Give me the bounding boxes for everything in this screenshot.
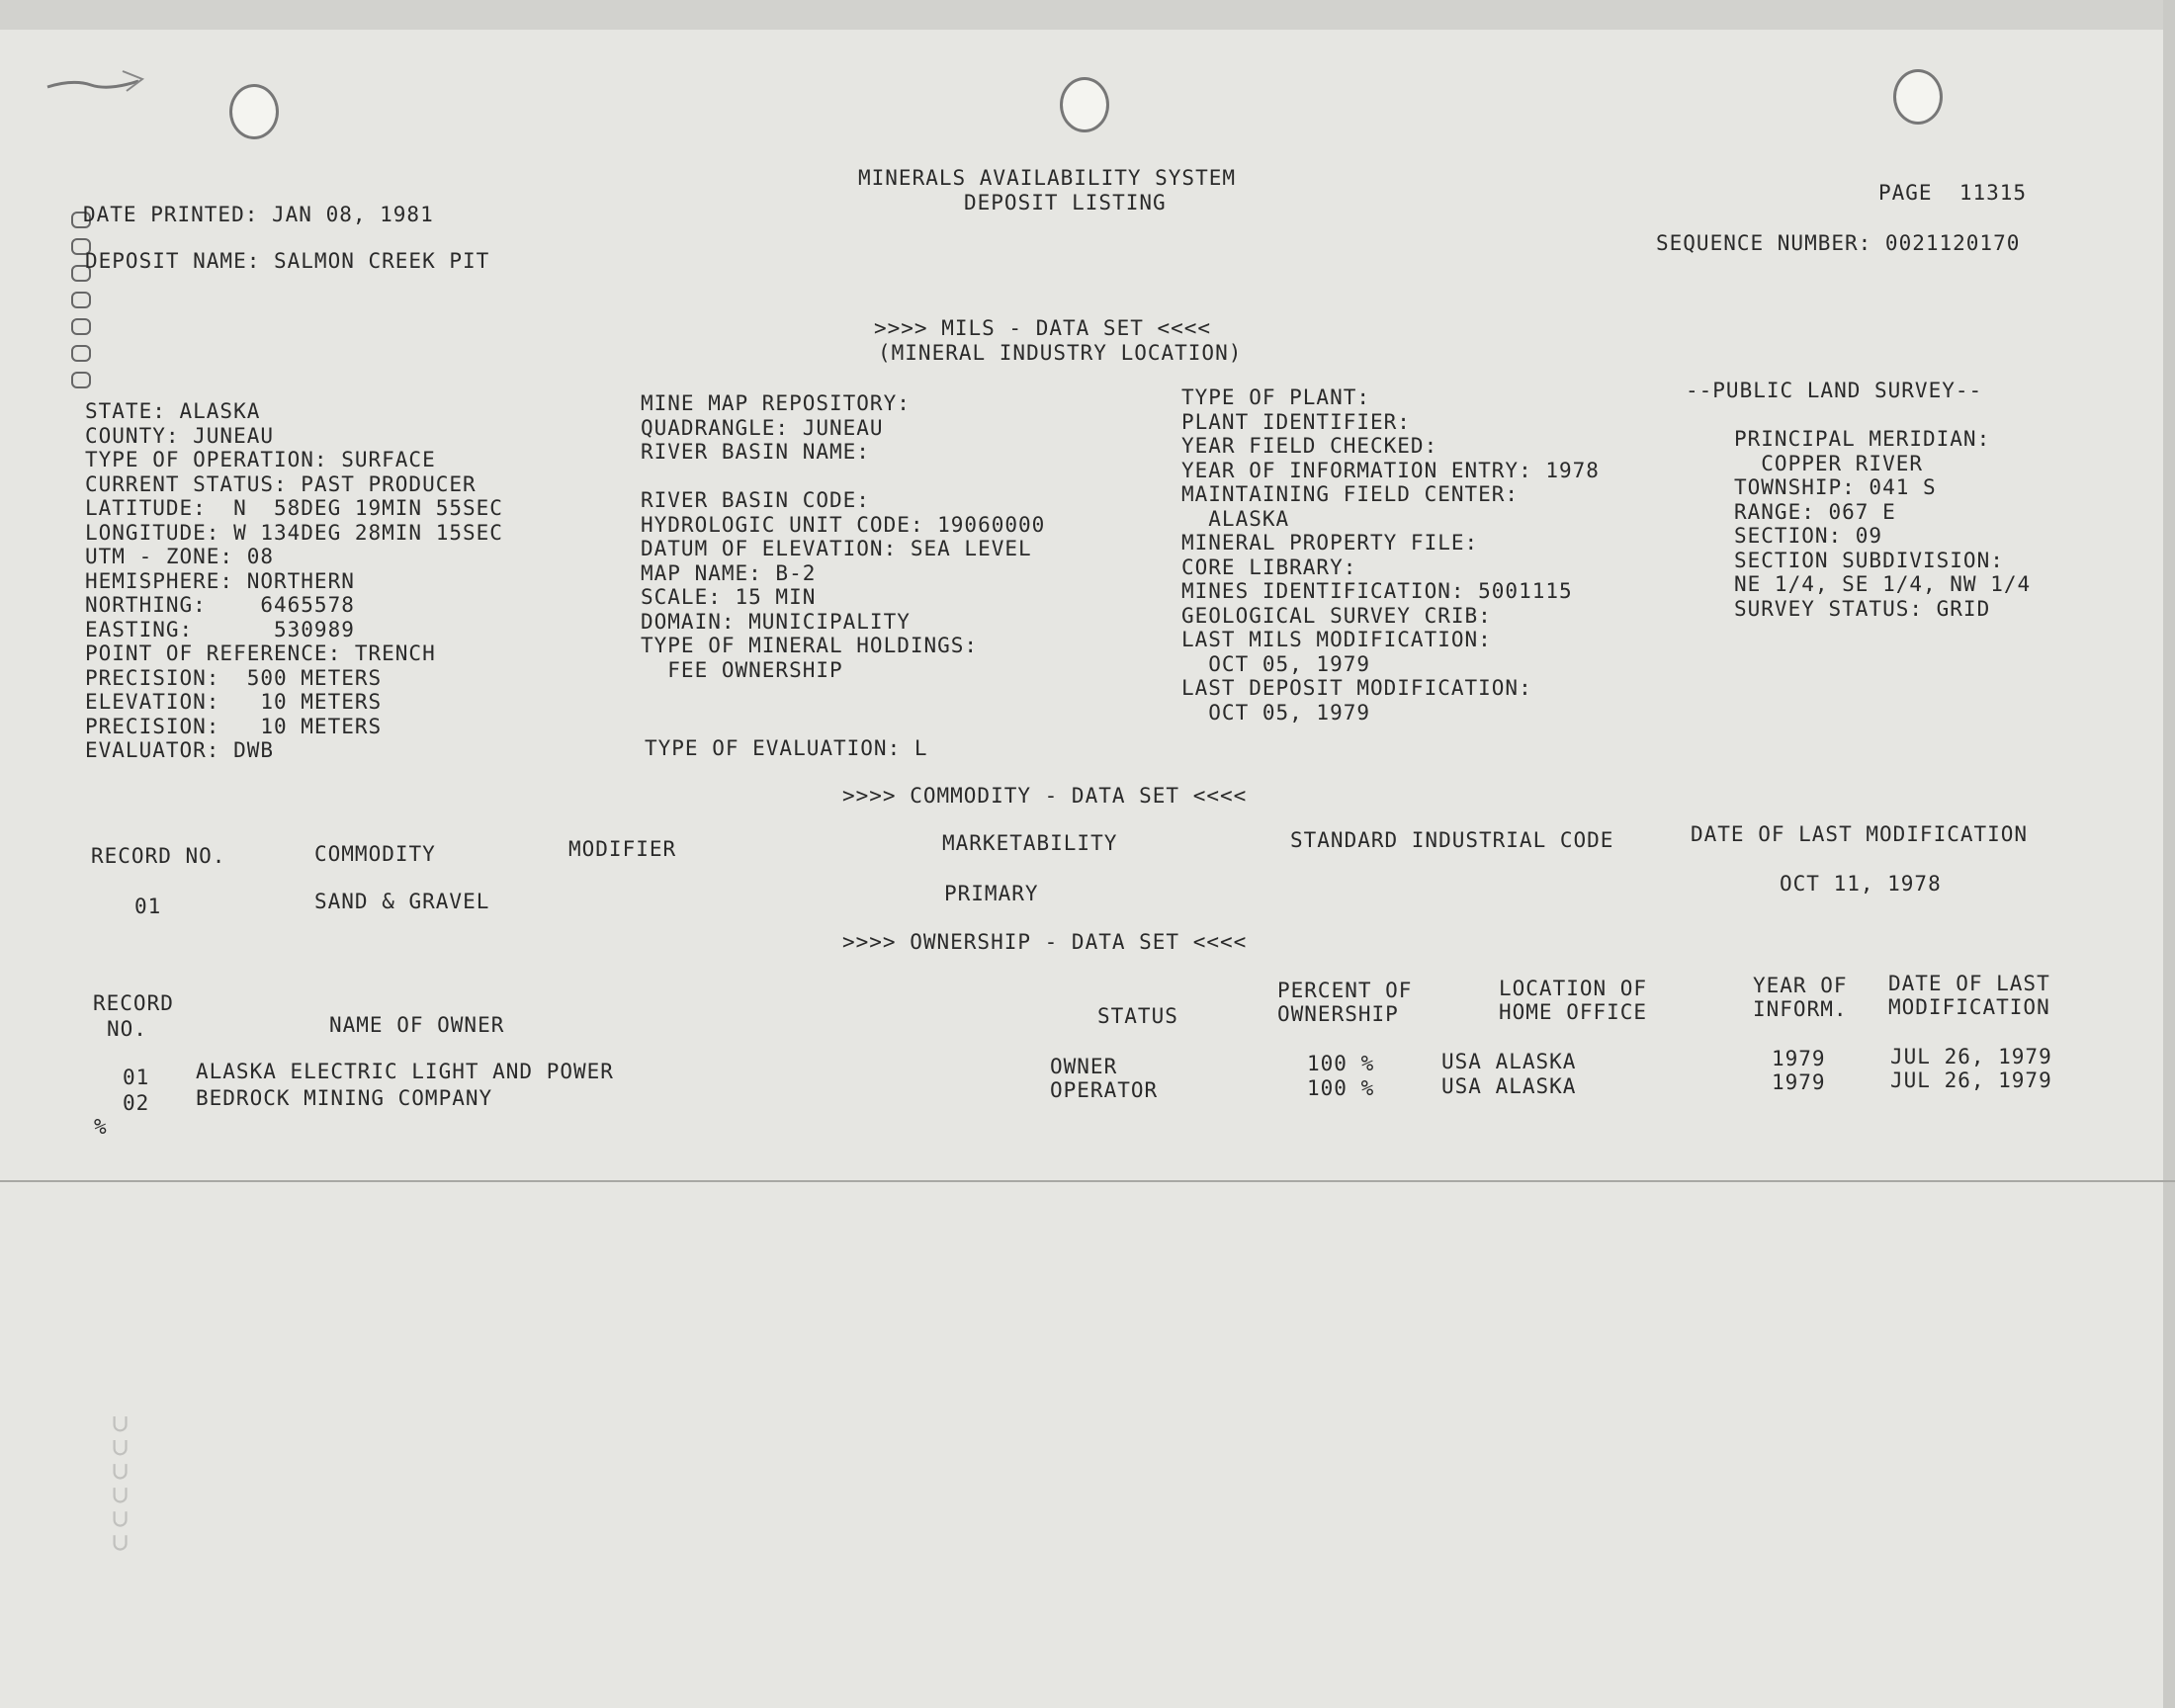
ownership-header-location-2: HOME OFFICE [1499,1000,1648,1024]
ownership-header-percent-1: PERCENT OF [1277,979,1413,1002]
hemisphere-field: HEMISPHERE: NORTHERN [85,568,355,593]
latitude-field: LATITUDE: N 58DEG 19MIN 55SEC [85,496,503,520]
owner-name: BEDROCK MINING COMPANY [196,1086,493,1110]
principal-meridian-value: COPPER RIVER [1734,451,1924,475]
pen-mark-icon [44,61,152,101]
current-status-field: CURRENT STATUS: PAST PRODUCER [85,471,477,496]
elevation-precision-field: PRECISION: 10 METERS [85,714,383,738]
map-column [641,391,1045,682]
type-of-evaluation-field: TYPE OF EVALUATION: L [645,736,928,760]
binder-hole-center [1060,77,1109,132]
owner-last-modification: JUL 26, 1979 [1890,1068,2052,1092]
owner-last-modification: JUL 26, 1979 [1890,1045,2052,1068]
ownership-header-record: RECORD [93,991,174,1015]
tractor-feed-holes [71,212,95,398]
end-of-record-mark: % [94,1115,108,1139]
commodity-header-sic: STANDARD INDUSTRIAL CODE [1290,828,1614,852]
precision-field: PRECISION: 500 METERS [85,665,383,690]
ownership-header-year-1: YEAR OF [1753,974,1848,997]
year-field-checked-field: YEAR FIELD CHECKED: [1181,434,1438,458]
operation-type-field: TYPE OF OPERATION: SURFACE [85,448,436,471]
owner-location: USA ALASKA [1441,1050,1577,1073]
commodity-section-title: >>>> COMMODITY - DATA SET <<<< [842,784,1248,808]
ownership-section-title: >>>> OWNERSHIP - DATA SET <<<< [842,930,1248,954]
mines-identification-field: MINES IDENTIFICATION: 5001115 [1181,579,1573,603]
commodity-header-marketability: MARKETABILITY [942,831,1118,855]
principal-meridian-field: PRINCIPAL MERIDIAN: [1734,427,1991,451]
commodity-last-modification: OCT 11, 1978 [1780,872,1942,896]
paper-right-edge [2163,0,2175,1708]
mineral-holdings-field: TYPE OF MINERAL HOLDINGS: [641,634,979,657]
mils-section-title: >>>> MILS - DATA SET <<<< [874,316,1212,340]
blank-line [641,465,1045,489]
northing-field: NORTHING: 6465578 [85,593,355,617]
field-center-value: ALASKA [1181,506,1290,531]
survey-status-field: SURVEY STATUS: GRID [1734,596,1991,621]
township-field: TOWNSHIP: 041 S [1734,475,1937,499]
page-fold-line [0,1180,2175,1182]
easting-field: EASTING: 530989 [85,617,355,641]
owner-location: USA ALASKA [1441,1074,1577,1098]
state-field: STATE: ALASKA [85,399,261,423]
commodity-header-last-modification: DATE OF LAST MODIFICATION [1691,822,2029,846]
section-subdivision-value: NE 1/4, SE 1/4, NW 1/4 [1734,572,2032,596]
river-basin-code-field: RIVER BASIN CODE: [641,488,870,512]
evaluator-field: EVALUATOR: DWB [85,738,275,762]
land-survey-column [1734,427,2031,621]
system-title: MINERALS AVAILABILITY SYSTEM [858,166,1237,190]
mils-section-subtitle: (MINERAL INDUSTRY LOCATION) [878,341,1243,365]
elevation-field: ELEVATION: 10 METERS [85,690,383,714]
last-deposit-modification-field: LAST DEPOSIT MODIFICATION: [1181,676,1532,700]
year-of-information-entry-field: YEAR OF INFORMATION ENTRY: 1978 [1181,458,1600,482]
plant-identifier-field: PLANT IDENTIFIER: [1181,409,1411,434]
owner-record-no: 02 [123,1091,150,1115]
county-field: COUNTY: JUNEAU [85,423,275,448]
point-of-reference-field: POINT OF REFERENCE: TRENCH [85,641,436,665]
mineral-property-file-field: MINERAL PROPERTY FILE: [1181,531,1479,555]
hydrologic-unit-code-field: HYDROLOGIC UNIT CODE: 19060000 [641,512,1046,537]
paper-top-edge [0,0,2175,30]
binder-hole-left [229,84,279,139]
owner-percent: 100 % [1307,1052,1375,1075]
owner-status: OWNER [1050,1055,1118,1078]
mineral-holdings-value: FEE OWNERSHIP [641,657,843,682]
ownership-header-percent-2: OWNERSHIP [1277,1002,1399,1026]
sequence-number: SEQUENCE NUMBER: 0021120170 [1656,231,2021,255]
last-mils-modification-value: OCT 05, 1979 [1181,651,1371,676]
ownership-header-date-2: MODIFICATION [1888,995,2050,1019]
commodity-marketability: PRIMARY [944,882,1039,905]
show-through-mark: ⊂⊂⊂⊂⊂⊂ [103,1409,137,1552]
page-number: PAGE 11315 [1878,181,2028,205]
last-mils-modification-field: LAST MILS MODIFICATION: [1181,628,1492,651]
longitude-field: LONGITUDE: W 134DEG 28MIN 15SEC [85,520,503,545]
listing-title: DEPOSIT LISTING [964,191,1167,214]
location-column [85,399,503,763]
mine-map-repository-field: MINE MAP REPOSITORY: [641,391,911,415]
commodity-header-record-no: RECORD NO. [91,844,226,868]
commodity-header-commodity: COMMODITY [314,842,436,866]
ownership-header-year-2: INFORM. [1753,997,1848,1021]
owner-record-no: 01 [123,1066,150,1089]
owner-status: OPERATOR [1050,1078,1159,1102]
last-deposit-modification-value: OCT 05, 1979 [1181,700,1371,725]
ownership-header-date-1: DATE OF LAST [1888,972,2050,995]
owner-year: 1979 [1772,1070,1826,1094]
commodity-name: SAND & GRAVEL [314,890,490,913]
domain-field: DOMAIN: MUNICIPALITY [641,609,911,634]
owner-percent: 100 % [1307,1076,1375,1100]
utm-zone-field: UTM - ZONE: 08 [85,545,275,568]
geological-survey-crib-field: GEOLOGICAL SURVEY CRIB: [1181,603,1492,628]
section-subdivision-field: SECTION SUBDIVISION: [1734,548,2004,572]
ownership-header-location-1: LOCATION OF [1499,977,1648,1000]
commodity-record-no: 01 [134,895,162,918]
owner-year: 1979 [1772,1047,1826,1070]
ownership-header-status: STATUS [1097,1004,1178,1028]
binder-hole-right [1893,69,1943,125]
ownership-header-no: NO. [107,1017,147,1041]
ownership-header-name: NAME OF OWNER [329,1013,505,1037]
map-name-field: MAP NAME: B-2 [641,560,817,585]
datum-of-elevation-field: DATUM OF ELEVATION: SEA LEVEL [641,537,1032,560]
deposit-name: DEPOSIT NAME: SALMON CREEK PIT [85,249,490,273]
type-of-plant-field: TYPE OF PLANT: [1181,385,1371,409]
section-field: SECTION: 09 [1734,524,1883,548]
public-land-survey-title: --PUBLIC LAND SURVEY-- [1686,379,1983,402]
quadrangle-field: QUADRANGLE: JUNEAU [641,415,884,440]
scale-field: SCALE: 15 MIN [641,585,817,609]
plant-column [1181,385,1600,725]
commodity-header-modifier: MODIFIER [568,837,677,861]
date-printed: DATE PRINTED: JAN 08, 1981 [83,203,434,226]
maintaining-field-center-field: MAINTAINING FIELD CENTER: [1181,482,1520,506]
core-library-field: CORE LIBRARY: [1181,555,1357,579]
river-basin-name-field: RIVER BASIN NAME: [641,440,870,464]
owner-name: ALASKA ELECTRIC LIGHT AND POWER [196,1060,614,1083]
range-field: RANGE: 067 E [1734,499,1896,524]
